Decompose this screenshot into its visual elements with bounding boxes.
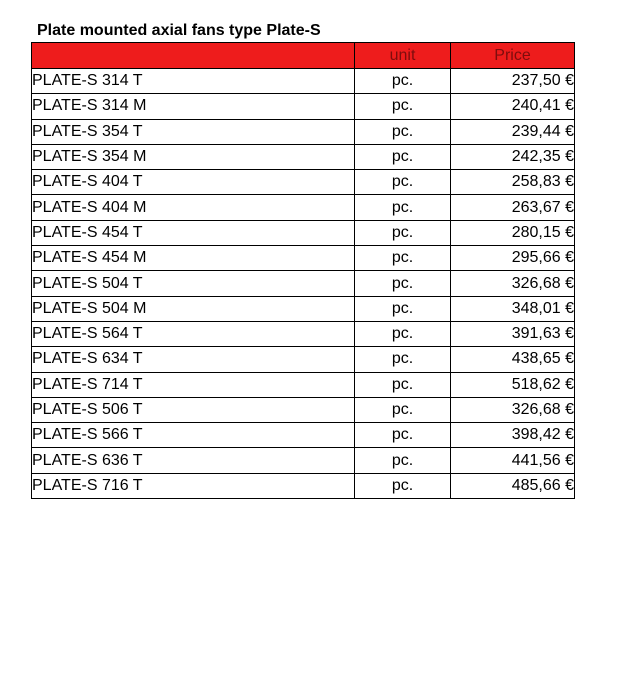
unit-cell: pc.: [355, 220, 451, 245]
unit-cell: pc.: [355, 195, 451, 220]
price-cell: 441,56 €: [451, 448, 575, 473]
product-name-cell: PLATE-S 714 T: [32, 372, 355, 397]
table-row: [32, 372, 575, 397]
product-name-cell: PLATE-S 454 T: [32, 220, 355, 245]
table-row: [32, 119, 575, 144]
product-name-cell: PLATE-S 454 M: [32, 246, 355, 271]
product-name-cell: PLATE-S 504 T: [32, 271, 355, 296]
price-cell: 326,68 €: [451, 271, 575, 296]
table-row: [32, 94, 575, 119]
unit-cell: pc.: [355, 246, 451, 271]
product-name-cell: PLATE-S 354 T: [32, 119, 355, 144]
table-row: [32, 69, 575, 94]
unit-cell: pc.: [355, 170, 451, 195]
header-row: [32, 43, 575, 69]
product-name-cell: PLATE-S 314 T: [32, 69, 355, 94]
price-cell: 237,50 €: [451, 69, 575, 94]
product-name-cell: PLATE-S 636 T: [32, 448, 355, 473]
unit-cell: pc.: [355, 372, 451, 397]
price-cell: 518,62 €: [451, 372, 575, 397]
unit-cell: pc.: [355, 423, 451, 448]
price-cell: 348,01 €: [451, 296, 575, 321]
price-cell: 485,66 €: [451, 473, 575, 498]
page-title: Plate mounted axial fans type Plate-S: [37, 22, 321, 39]
price-cell: 242,35 €: [451, 144, 575, 169]
unit-cell: pc.: [355, 397, 451, 422]
table-row: [32, 473, 575, 498]
table-row: [32, 144, 575, 169]
table-row: [32, 246, 575, 271]
price-cell: 295,66 €: [451, 246, 575, 271]
price-cell: 239,44 €: [451, 119, 575, 144]
price-cell: 398,42 €: [451, 423, 575, 448]
table-row: [32, 397, 575, 422]
product-name-cell: PLATE-S 404 T: [32, 170, 355, 195]
price-cell: 391,63 €: [451, 321, 575, 346]
product-name-cell: PLATE-S 566 T: [32, 423, 355, 448]
price-table: [31, 42, 575, 499]
product-name-cell: PLATE-S 354 M: [32, 144, 355, 169]
price-cell: 263,67 €: [451, 195, 575, 220]
table-row: [32, 170, 575, 195]
table-body: [32, 69, 575, 499]
table-row: [32, 423, 575, 448]
table-row: [32, 220, 575, 245]
price-cell: 240,41 €: [451, 94, 575, 119]
price-cell: 326,68 €: [451, 397, 575, 422]
product-name-cell: PLATE-S 404 M: [32, 195, 355, 220]
header-price-cell: Price: [451, 43, 575, 69]
header-unit-cell: unit: [355, 43, 451, 69]
unit-cell: pc.: [355, 296, 451, 321]
unit-cell: pc.: [355, 119, 451, 144]
unit-cell: pc.: [355, 448, 451, 473]
unit-cell: pc.: [355, 321, 451, 346]
price-cell: 280,15 €: [451, 220, 575, 245]
header-name-cell: [32, 43, 355, 69]
table-row: [32, 296, 575, 321]
table-row: [32, 321, 575, 346]
product-name-cell: PLATE-S 634 T: [32, 347, 355, 372]
table-row: [32, 347, 575, 372]
unit-cell: pc.: [355, 144, 451, 169]
price-cell: 258,83 €: [451, 170, 575, 195]
product-name-cell: PLATE-S 564 T: [32, 321, 355, 346]
product-name-cell: PLATE-S 314 M: [32, 94, 355, 119]
unit-cell: pc.: [355, 347, 451, 372]
table-row: [32, 271, 575, 296]
table-row: [32, 448, 575, 473]
product-name-cell: PLATE-S 506 T: [32, 397, 355, 422]
unit-cell: pc.: [355, 271, 451, 296]
price-cell: 438,65 €: [451, 347, 575, 372]
unit-cell: pc.: [355, 94, 451, 119]
unit-cell: pc.: [355, 69, 451, 94]
table-row: [32, 195, 575, 220]
product-name-cell: PLATE-S 504 M: [32, 296, 355, 321]
product-name-cell: PLATE-S 716 T: [32, 473, 355, 498]
unit-cell: pc.: [355, 473, 451, 498]
